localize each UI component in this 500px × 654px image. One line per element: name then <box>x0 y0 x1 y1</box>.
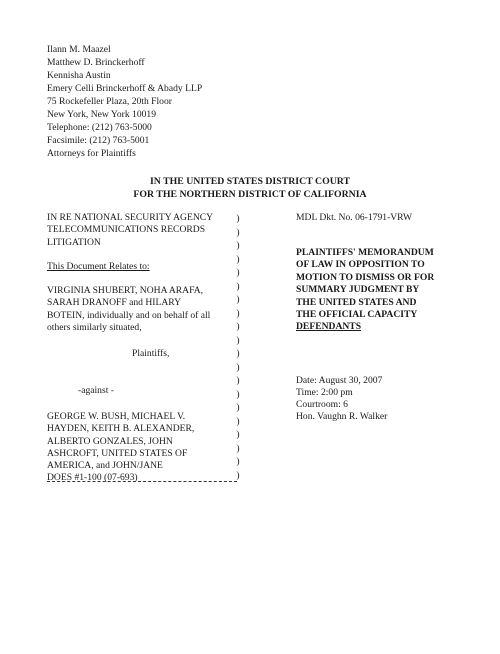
memo-title-line: PLAINTIFFS' MEMORANDUM <box>296 247 434 258</box>
paren: ) <box>236 226 240 238</box>
paren: ) <box>236 469 240 481</box>
hearing-courtroom: Courtroom: 6 <box>296 399 348 410</box>
memo-title-line: SUMMARY JUDGMENT BY <box>296 284 420 296</box>
memo-title <box>296 247 486 334</box>
paren: ) <box>236 213 240 224</box>
memo-title-line: THE OFFICIAL CAPACITY <box>296 309 418 321</box>
defendant-line: DOES #1-100 (07-693) <box>47 472 138 484</box>
court-heading-line: FOR THE NORTHERN DISTRICT OF CALIFORNIA <box>133 188 367 200</box>
case-details <box>296 212 486 422</box>
relates-to-text: This Document Relates to: <box>47 260 150 272</box>
counsel-line: 75 Rockefeller Plaza, 20th Floor <box>47 96 172 108</box>
hearing-judge: Hon. Vaughn R. Walker <box>296 411 388 422</box>
defendant-line: GEORGE W. BUSH, MICHAEL V. <box>47 410 186 422</box>
relates-to-line <box>47 261 233 273</box>
court-heading <box>0 176 500 201</box>
plaintiff-line: SARAH DRANOFF and HILARY <box>47 297 182 309</box>
counsel-line: Ilann M. Maazel <box>47 44 111 55</box>
caption-parentheses <box>233 212 243 482</box>
memo-title-line: DEFENDANTS <box>296 321 362 333</box>
paren: ) <box>236 334 240 346</box>
paren: ) <box>236 253 240 265</box>
paren: ) <box>236 375 240 386</box>
defendant-line: AMERICA, and JOHN/JANE <box>47 460 163 472</box>
docket-number: MDL Dkt. No. 06-1791-VRW <box>296 212 413 223</box>
counsel-line: Kennisha Austin <box>47 70 111 82</box>
counsel-line: Attorneys for Plaintiffs <box>47 148 136 160</box>
in-re-line: LITIGATION <box>47 236 101 248</box>
plaintiffs-label: Plaintiffs, <box>132 348 170 360</box>
paren: ) <box>236 456 240 467</box>
counsel-line: Matthew D. Brinckerhoff <box>47 57 145 69</box>
memo-title-line: MOTION TO DISMISS OR FOR <box>296 271 435 283</box>
paren: ) <box>236 294 240 305</box>
paren: ) <box>236 267 240 278</box>
counsel-line: Facsimile: (212) 763-5001 <box>47 135 150 147</box>
paren: ) <box>236 280 240 292</box>
defendant-line: ALBERTO GONZALES, JOHN <box>47 435 173 447</box>
paren: ) <box>236 388 240 400</box>
plaintiff-line: VIRGINIA SHUBERT, NOHA ARAFA, <box>47 285 204 297</box>
plaintiff-line: BOTEIN, individually and on behalf of all <box>47 309 211 321</box>
paren: ) <box>236 442 240 454</box>
case-caption <box>47 212 233 485</box>
paren: ) <box>236 348 240 359</box>
counsel-line: Telephone: (212) 763-5000 <box>47 122 152 134</box>
paren: ) <box>236 307 240 319</box>
paren: ) <box>236 415 240 427</box>
defendant-line: HAYDEN, KEITH B. ALEXANDER, <box>47 423 195 435</box>
against-label: -against - <box>78 384 114 396</box>
court-heading-line: IN THE UNITED STATES DISTRICT COURT <box>149 176 351 187</box>
plaintiff-line: others similarly situated, <box>47 322 142 334</box>
hearing-date: Date: August 30, 2007 <box>296 375 383 386</box>
memo-title-line: OF LAW IN OPPOSITION TO <box>296 259 425 271</box>
paren: ) <box>236 321 240 332</box>
caption-bottom-rule <box>47 481 237 482</box>
counsel-block <box>47 43 202 160</box>
defendant-line: ASHCROFT, UNITED STATES OF <box>47 447 188 459</box>
paren: ) <box>236 240 240 251</box>
in-re-line: TELECOMMUNICATIONS RECORDS <box>47 224 206 236</box>
memo-title-line: THE UNITED STATES AND <box>296 296 417 308</box>
paren: ) <box>236 402 240 413</box>
hearing-time: Time: 2:00 pm <box>296 387 353 398</box>
paren: ) <box>236 429 240 440</box>
paren: ) <box>236 361 240 373</box>
hearing-info <box>296 375 387 423</box>
counsel-line: New York, New York 10019 <box>47 109 157 121</box>
counsel-line: Emery Celli Brinckerhoff & Abady LLP <box>47 83 203 95</box>
in-re-line: IN RE NATIONAL SECURITY AGENCY <box>47 212 214 223</box>
